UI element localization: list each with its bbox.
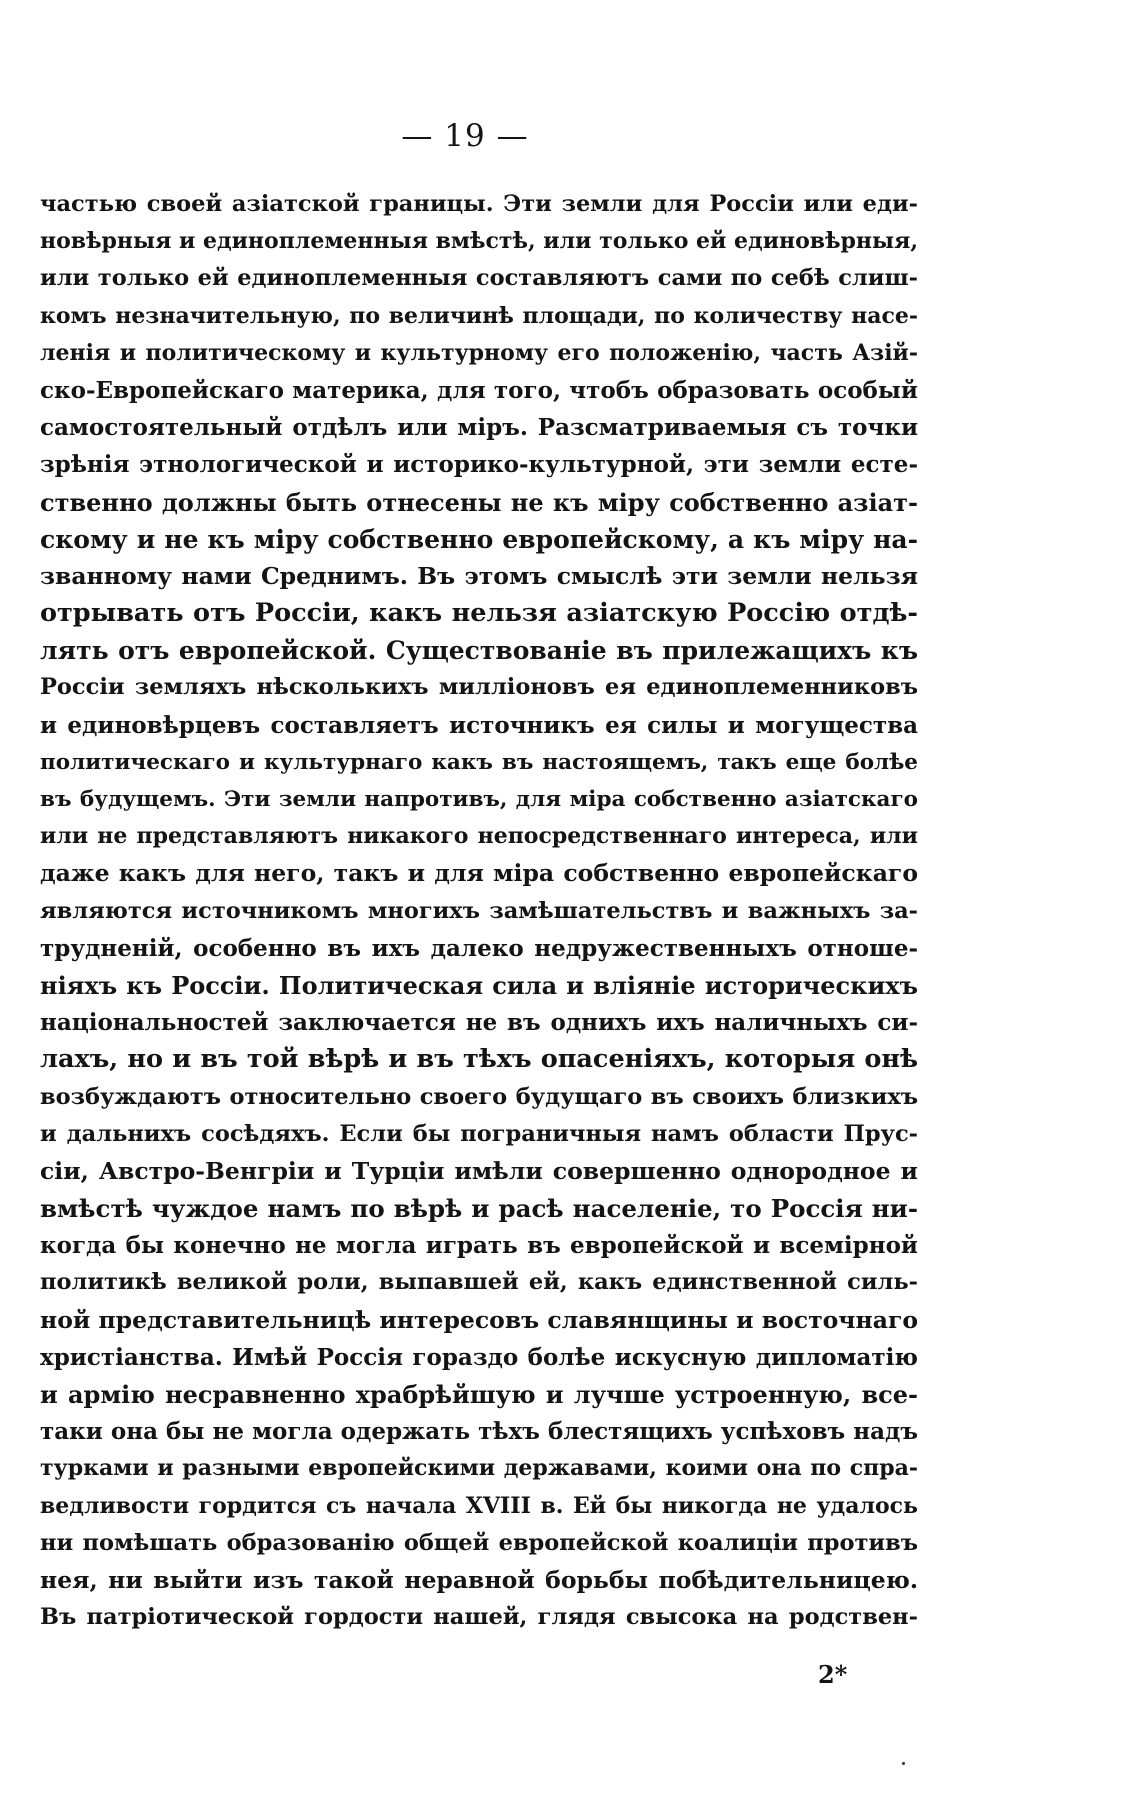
text-line: комъ незначительную, по величинѣ площади, по количеству насе- <box>40 302 918 329</box>
text-line: и армію несравненно храбрѣйшую и лучше устроенную, все- <box>40 1380 918 1409</box>
text-line: сіи, Австро-Венгріи и Турціи имѣли совершенно однородное и <box>40 1156 918 1185</box>
text-line: христіанства. Имѣй Россія гораздо болѣе искусную дипломатію <box>40 1343 918 1371</box>
text-line: ственно должны быть отнесены не къ міру собственно азіат- <box>40 487 918 517</box>
text-line: и дальнихъ сосѣдяхъ. Если бы пограничныя намъ области Прус- <box>40 1120 918 1147</box>
print-speck <box>902 1762 905 1765</box>
text-line: ведливости гордится съ начала XVIII в. Ей бы никогда не удалось <box>40 1492 918 1519</box>
text-line: ско-Европейскаго материка, для того, чтобъ образовать особый <box>40 376 918 404</box>
text-line: ни помѣшать образованію общей европейской коалиціи противъ <box>40 1529 918 1556</box>
signature-mark: 2* <box>818 1660 848 1689</box>
text-line: національностей заключается не въ однихъ ихъ наличныхъ си- <box>40 1009 918 1037</box>
text-line: и единовѣрцевъ составляетъ источникъ ея силы и могущества <box>40 711 918 739</box>
text-line: даже какъ для него, такъ и для міра собственно европейскаго <box>40 859 918 888</box>
text-line: политическаго и культурнаго какъ въ настоящемъ, такъ еще болѣе <box>40 749 918 775</box>
text-line: ніяхъ къ Россіи. Политическая сила и вліяніе историческихъ <box>40 970 918 1000</box>
text-line: скому и не къ міру собственно европейскому, а къ міру на- <box>40 524 918 554</box>
text-line: таки она бы не могла одержать тѣхъ блестящихъ успѣховъ надъ <box>40 1418 918 1446</box>
text-line: возбуждаютъ относительно своего будущаго въ своихъ близкихъ <box>40 1083 918 1110</box>
text-line: Въ патріотической гордости нашей, глядя свысока на родствен- <box>40 1604 918 1631</box>
text-line: въ будущемъ. Эти земли напротивъ, для міра собственно азіатскаго <box>40 787 918 812</box>
text-line: Россіи земляхъ нѣсколькихъ милліоновъ ея единоплеменниковъ <box>40 674 918 701</box>
text-line: ной представительницѣ интересовъ славянщины и восточнаго <box>40 1305 918 1334</box>
text-line: являются источникомъ многихъ замѣшательствъ и важныхъ за- <box>40 897 918 924</box>
text-line: нея, ни выйти изъ такой неравной борьбы побѣдительницею. <box>40 1565 918 1594</box>
text-line: частью своей азіатской границы. Эти земли для Россіи или еди- <box>40 191 918 217</box>
text-line: лять отъ европейской. Существованіе въ прилежащихъ къ <box>40 636 918 666</box>
text-line: когда бы конечно не могла играть въ европейской и всемірной <box>40 1232 918 1260</box>
text-line: отрывать отъ Россіи, какъ нельзя азіатскую Россію отдѣ- <box>40 598 918 629</box>
text-line: званному нами Среднимъ. Въ этомъ смыслѣ эти земли нельзя <box>40 561 918 590</box>
text-line: или только ей единоплеменныя составляютъ сами по себѣ слиш- <box>40 265 918 292</box>
text-line: самостоятельный отдѣлъ или міръ. Разсматриваемыя съ точки <box>40 414 918 442</box>
text-line: зрѣнія этнологической и историко-культурной, эти земли есте- <box>40 451 918 479</box>
text-line: турками и разными европейскими державами, коими она по спра- <box>40 1455 918 1482</box>
body-text <box>40 186 918 1636</box>
page-number: — 19 — <box>401 118 529 154</box>
text-line: лахъ, но и въ той вѣрѣ и въ тѣхъ опасеніяхъ, которыя онѣ <box>40 1044 918 1075</box>
text-line: или не представляютъ никакого непосредственнаго интереса, или <box>40 823 918 850</box>
text-line: ленія и политическому и культурному его положенію, часть Азій- <box>40 339 918 366</box>
text-line: политикѣ великой роли, выпавшей ей, какъ единственной силь- <box>40 1269 918 1296</box>
text-line: вмѣстѣ чуждое намъ по вѣрѣ и расѣ населеніе, то Россія ни- <box>40 1194 918 1224</box>
text-line: новѣрныя и единоплеменныя вмѣстѣ, или только ей единовѣрныя, <box>40 228 918 255</box>
text-line: трудненій, особенно въ ихъ далеко недружественныхъ отноше- <box>40 934 918 962</box>
